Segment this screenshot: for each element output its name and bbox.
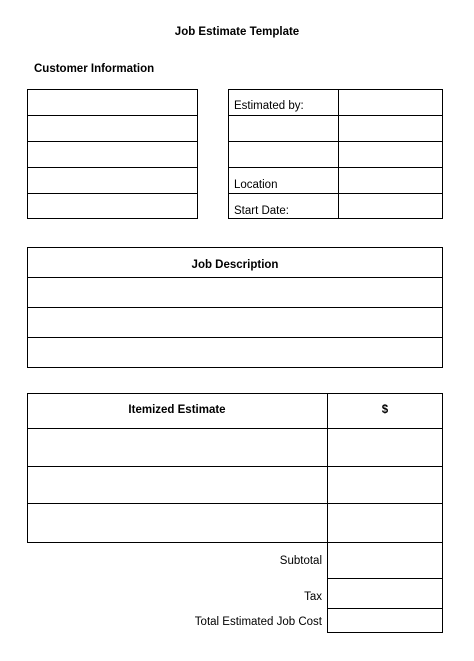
row-divider xyxy=(27,193,198,194)
amount-heading: $ xyxy=(381,404,389,416)
row-divider xyxy=(27,428,443,429)
customer-information-heading: Customer Information xyxy=(34,63,155,75)
row-divider xyxy=(228,141,443,142)
job-description-heading: Job Description xyxy=(191,259,279,271)
tax-label: Tax xyxy=(304,591,322,603)
row-divider xyxy=(327,632,443,633)
location-label: Location xyxy=(234,179,278,191)
customer-table-border xyxy=(27,89,198,219)
row-divider xyxy=(27,277,443,278)
row-divider xyxy=(27,115,198,116)
subtotal-label: Subtotal xyxy=(279,555,322,567)
start-date-label: Start Date: xyxy=(234,205,289,217)
row-divider xyxy=(228,115,443,116)
row-divider xyxy=(27,167,198,168)
row-divider xyxy=(27,503,443,504)
row-divider xyxy=(27,337,443,338)
row-divider xyxy=(27,466,443,467)
document-title: Job Estimate Template xyxy=(174,26,300,38)
estimated-by-label: Estimated by: xyxy=(234,100,304,112)
itemized-estimate-heading: Itemized Estimate xyxy=(128,404,226,416)
total-estimated-job-cost-label: Total Estimated Job Cost xyxy=(194,616,322,628)
row-divider xyxy=(327,608,443,609)
row-divider xyxy=(228,167,443,168)
row-divider xyxy=(228,193,443,194)
totals-right-border xyxy=(442,543,443,633)
row-divider xyxy=(327,578,443,579)
column-divider xyxy=(338,89,339,219)
row-divider xyxy=(27,141,198,142)
totals-left-border xyxy=(327,543,328,633)
row-divider xyxy=(27,307,443,308)
